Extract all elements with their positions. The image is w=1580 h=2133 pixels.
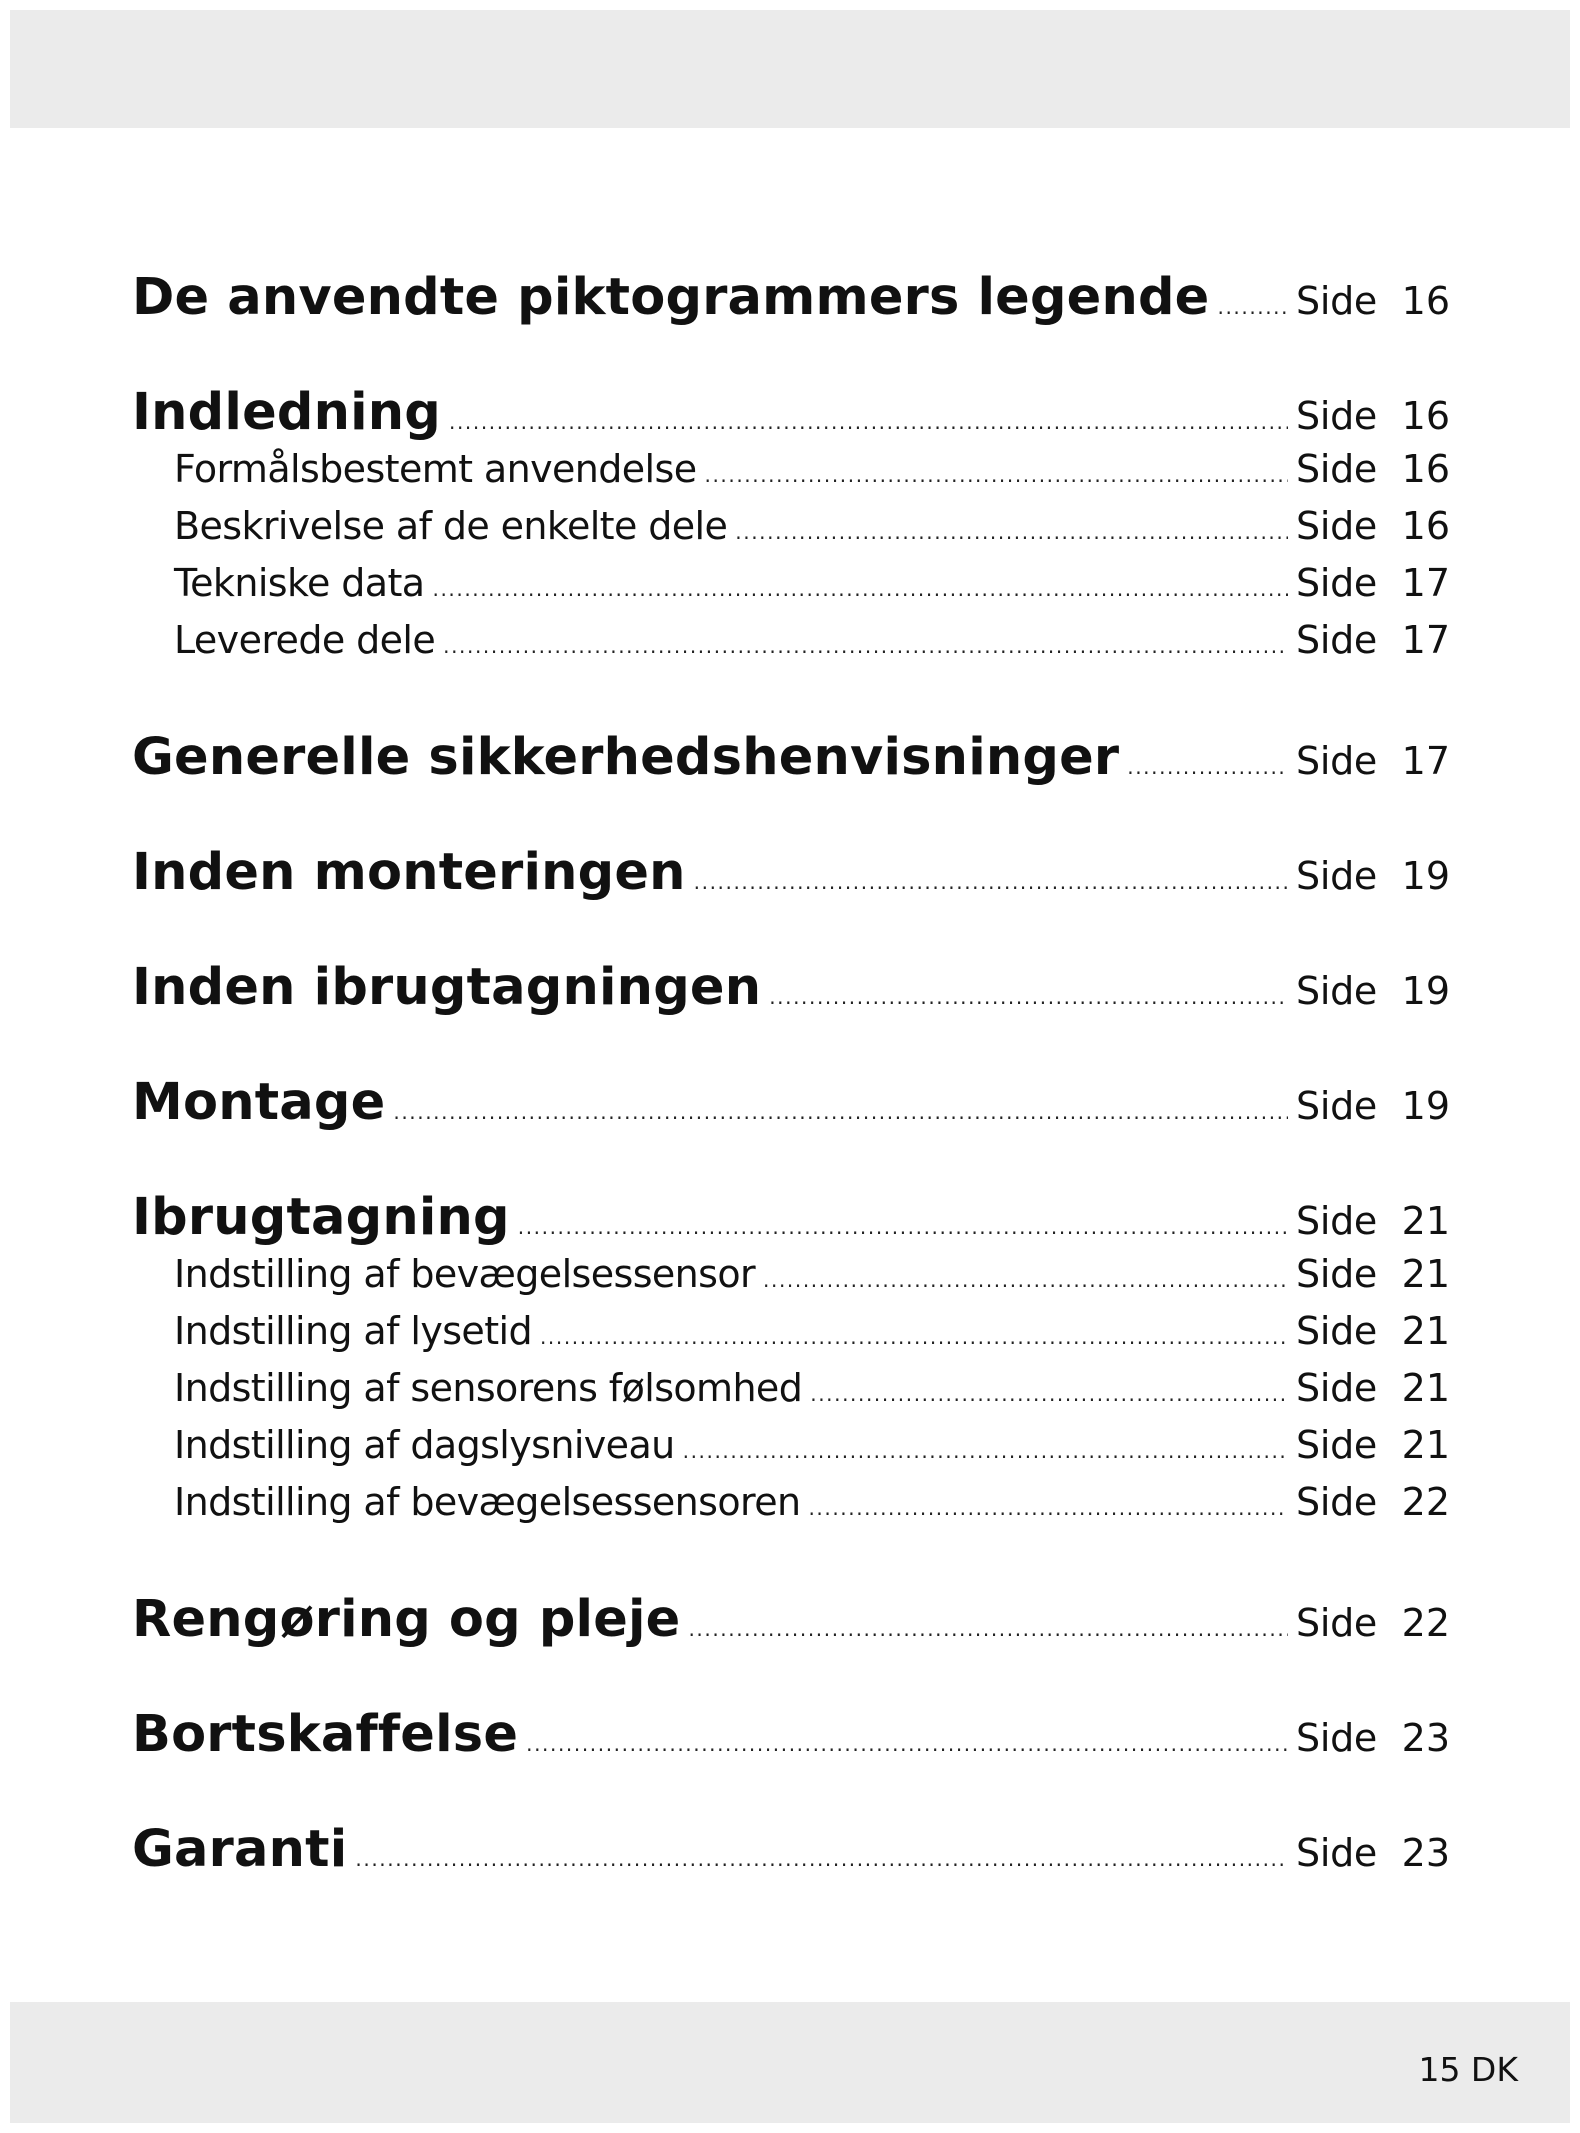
toc-entry-sub[interactable] [132, 561, 1450, 605]
toc-entry-page: 21 [1401, 1252, 1450, 1296]
toc-entry-side-label: Side [1296, 854, 1377, 898]
toc-entry-title: Generelle sikkerhedshenvisninger [132, 728, 1120, 787]
toc-entry-title: Indstilling af bevægelsessensoren [174, 1480, 801, 1524]
toc-entry-heading[interactable] [132, 1073, 1450, 1132]
toc-entry-side-label: Side [1296, 279, 1377, 323]
toc-entry-sub[interactable] [132, 1309, 1450, 1353]
toc-entry-side-label: Side [1296, 394, 1377, 438]
toc-entry-side-label: Side [1296, 1084, 1377, 1128]
toc-entry-page: 17 [1401, 561, 1450, 605]
toc-entry-side-label: Side [1296, 1716, 1377, 1760]
leader-dots [810, 1384, 1288, 1404]
toc-entry-sub[interactable] [132, 504, 1450, 548]
toc-entry-page: 19 [1401, 1084, 1450, 1128]
toc-entry-sub[interactable] [132, 1480, 1450, 1524]
toc-entry-title: Beskrivelse af de enkelte dele [174, 504, 728, 548]
toc-entry-heading[interactable] [132, 1188, 1450, 1247]
leader-dots [526, 1734, 1288, 1754]
toc-entry-title: Indstilling af dagslysniveau [174, 1423, 675, 1467]
toc-entry-title: Montage [132, 1073, 386, 1132]
leader-dots [393, 1102, 1288, 1122]
toc-entry-heading[interactable] [132, 843, 1450, 902]
toc-entry-side-label: Side [1296, 969, 1377, 1013]
toc-entry-page: 17 [1401, 618, 1450, 662]
leader-dots [449, 412, 1288, 432]
toc-entry-sub[interactable] [132, 618, 1450, 662]
toc-entry-heading[interactable] [132, 1705, 1450, 1764]
toc-entry-page: 22 [1401, 1601, 1450, 1645]
toc-entry-side-label: Side [1296, 1309, 1377, 1353]
toc-entry-title: Garanti [132, 1820, 348, 1879]
leader-dots [355, 1849, 1288, 1869]
toc-entry-title: Tekniske data [174, 561, 425, 605]
toc-entry-sub[interactable] [132, 447, 1450, 491]
toc-entry-page: 16 [1401, 279, 1450, 323]
toc-entry-page: 19 [1401, 854, 1450, 898]
toc-entry-sub[interactable] [132, 1252, 1450, 1296]
toc-entry-title: Indstilling af sensorens følsomhed [174, 1366, 803, 1410]
leader-dots [808, 1498, 1288, 1518]
toc-entry-side-label: Side [1296, 1480, 1377, 1524]
toc-entry-side-label: Side [1296, 618, 1377, 662]
toc-entry-title: Indstilling af bevægelsessensor [174, 1252, 756, 1296]
toc-entry-page: 16 [1401, 504, 1450, 548]
toc-entry-title: Indledning [132, 383, 441, 442]
toc-entry-title: Rengøring og pleje [132, 1590, 681, 1649]
toc-entry-side-label: Side [1296, 739, 1377, 783]
toc-entry-heading[interactable] [132, 728, 1450, 787]
toc-entry-side-label: Side [1296, 504, 1377, 548]
leader-dots [694, 872, 1288, 892]
toc-entry-title: Inden ibrugtagningen [132, 958, 762, 1017]
header-band [10, 10, 1570, 128]
toc-entry-side-label: Side [1296, 1423, 1377, 1467]
toc-entry-page: 21 [1401, 1366, 1450, 1410]
toc-entry-title: Inden monteringen [132, 843, 686, 902]
leader-dots [683, 1441, 1288, 1461]
toc-entry-page: 17 [1401, 739, 1450, 783]
toc-entry-side-label: Side [1296, 447, 1377, 491]
toc-entry-side-label: Side [1296, 1601, 1377, 1645]
toc-entry-title: Indstilling af lysetid [174, 1309, 532, 1353]
page-number: 15 DK [1418, 2050, 1518, 2089]
toc-entry-page: 21 [1401, 1423, 1450, 1467]
leader-dots [735, 522, 1288, 542]
toc-entry-page: 19 [1401, 969, 1450, 1013]
toc-entry-page: 16 [1401, 447, 1450, 491]
toc-entry-page: 21 [1401, 1309, 1450, 1353]
toc-entry-sub[interactable] [132, 1366, 1450, 1410]
leader-dots [432, 579, 1288, 599]
toc-entry-page: 16 [1401, 394, 1450, 438]
toc-entry-heading[interactable] [132, 268, 1450, 327]
leader-dots [443, 636, 1288, 656]
leader-dots [1217, 297, 1288, 317]
toc-entry-side-label: Side [1296, 1252, 1377, 1296]
leader-dots [1127, 757, 1288, 777]
leader-dots [540, 1327, 1288, 1347]
leader-dots [705, 465, 1289, 485]
toc-entry-side-label: Side [1296, 1199, 1377, 1243]
toc-entry-title: Ibrugtagning [132, 1188, 510, 1247]
toc-entry-page: 22 [1401, 1480, 1450, 1524]
leader-dots [688, 1619, 1288, 1639]
footer-band [10, 2002, 1570, 2123]
leader-dots [769, 987, 1288, 1007]
toc-entry-heading[interactable] [132, 383, 1450, 442]
toc-entry-title: Formålsbestemt anvendelse [174, 447, 697, 491]
leader-dots [518, 1217, 1288, 1237]
toc-entry-side-label: Side [1296, 1831, 1377, 1875]
toc-entry-heading[interactable] [132, 1820, 1450, 1879]
toc-entry-side-label: Side [1296, 1366, 1377, 1410]
toc-entry-heading[interactable] [132, 958, 1450, 1017]
toc-entry-page: 21 [1401, 1199, 1450, 1243]
toc-entry-heading[interactable] [132, 1590, 1450, 1649]
toc-entry-page: 23 [1401, 1831, 1450, 1875]
toc-entry-sub[interactable] [132, 1423, 1450, 1467]
toc-entry-side-label: Side [1296, 561, 1377, 605]
leader-dots [763, 1270, 1288, 1290]
toc-entry-title: De anvendte piktogrammers legende [132, 268, 1210, 327]
toc-entry-page: 23 [1401, 1716, 1450, 1760]
toc-entry-title: Bortskaffelse [132, 1705, 519, 1764]
toc-entry-title: Leverede dele [174, 618, 436, 662]
